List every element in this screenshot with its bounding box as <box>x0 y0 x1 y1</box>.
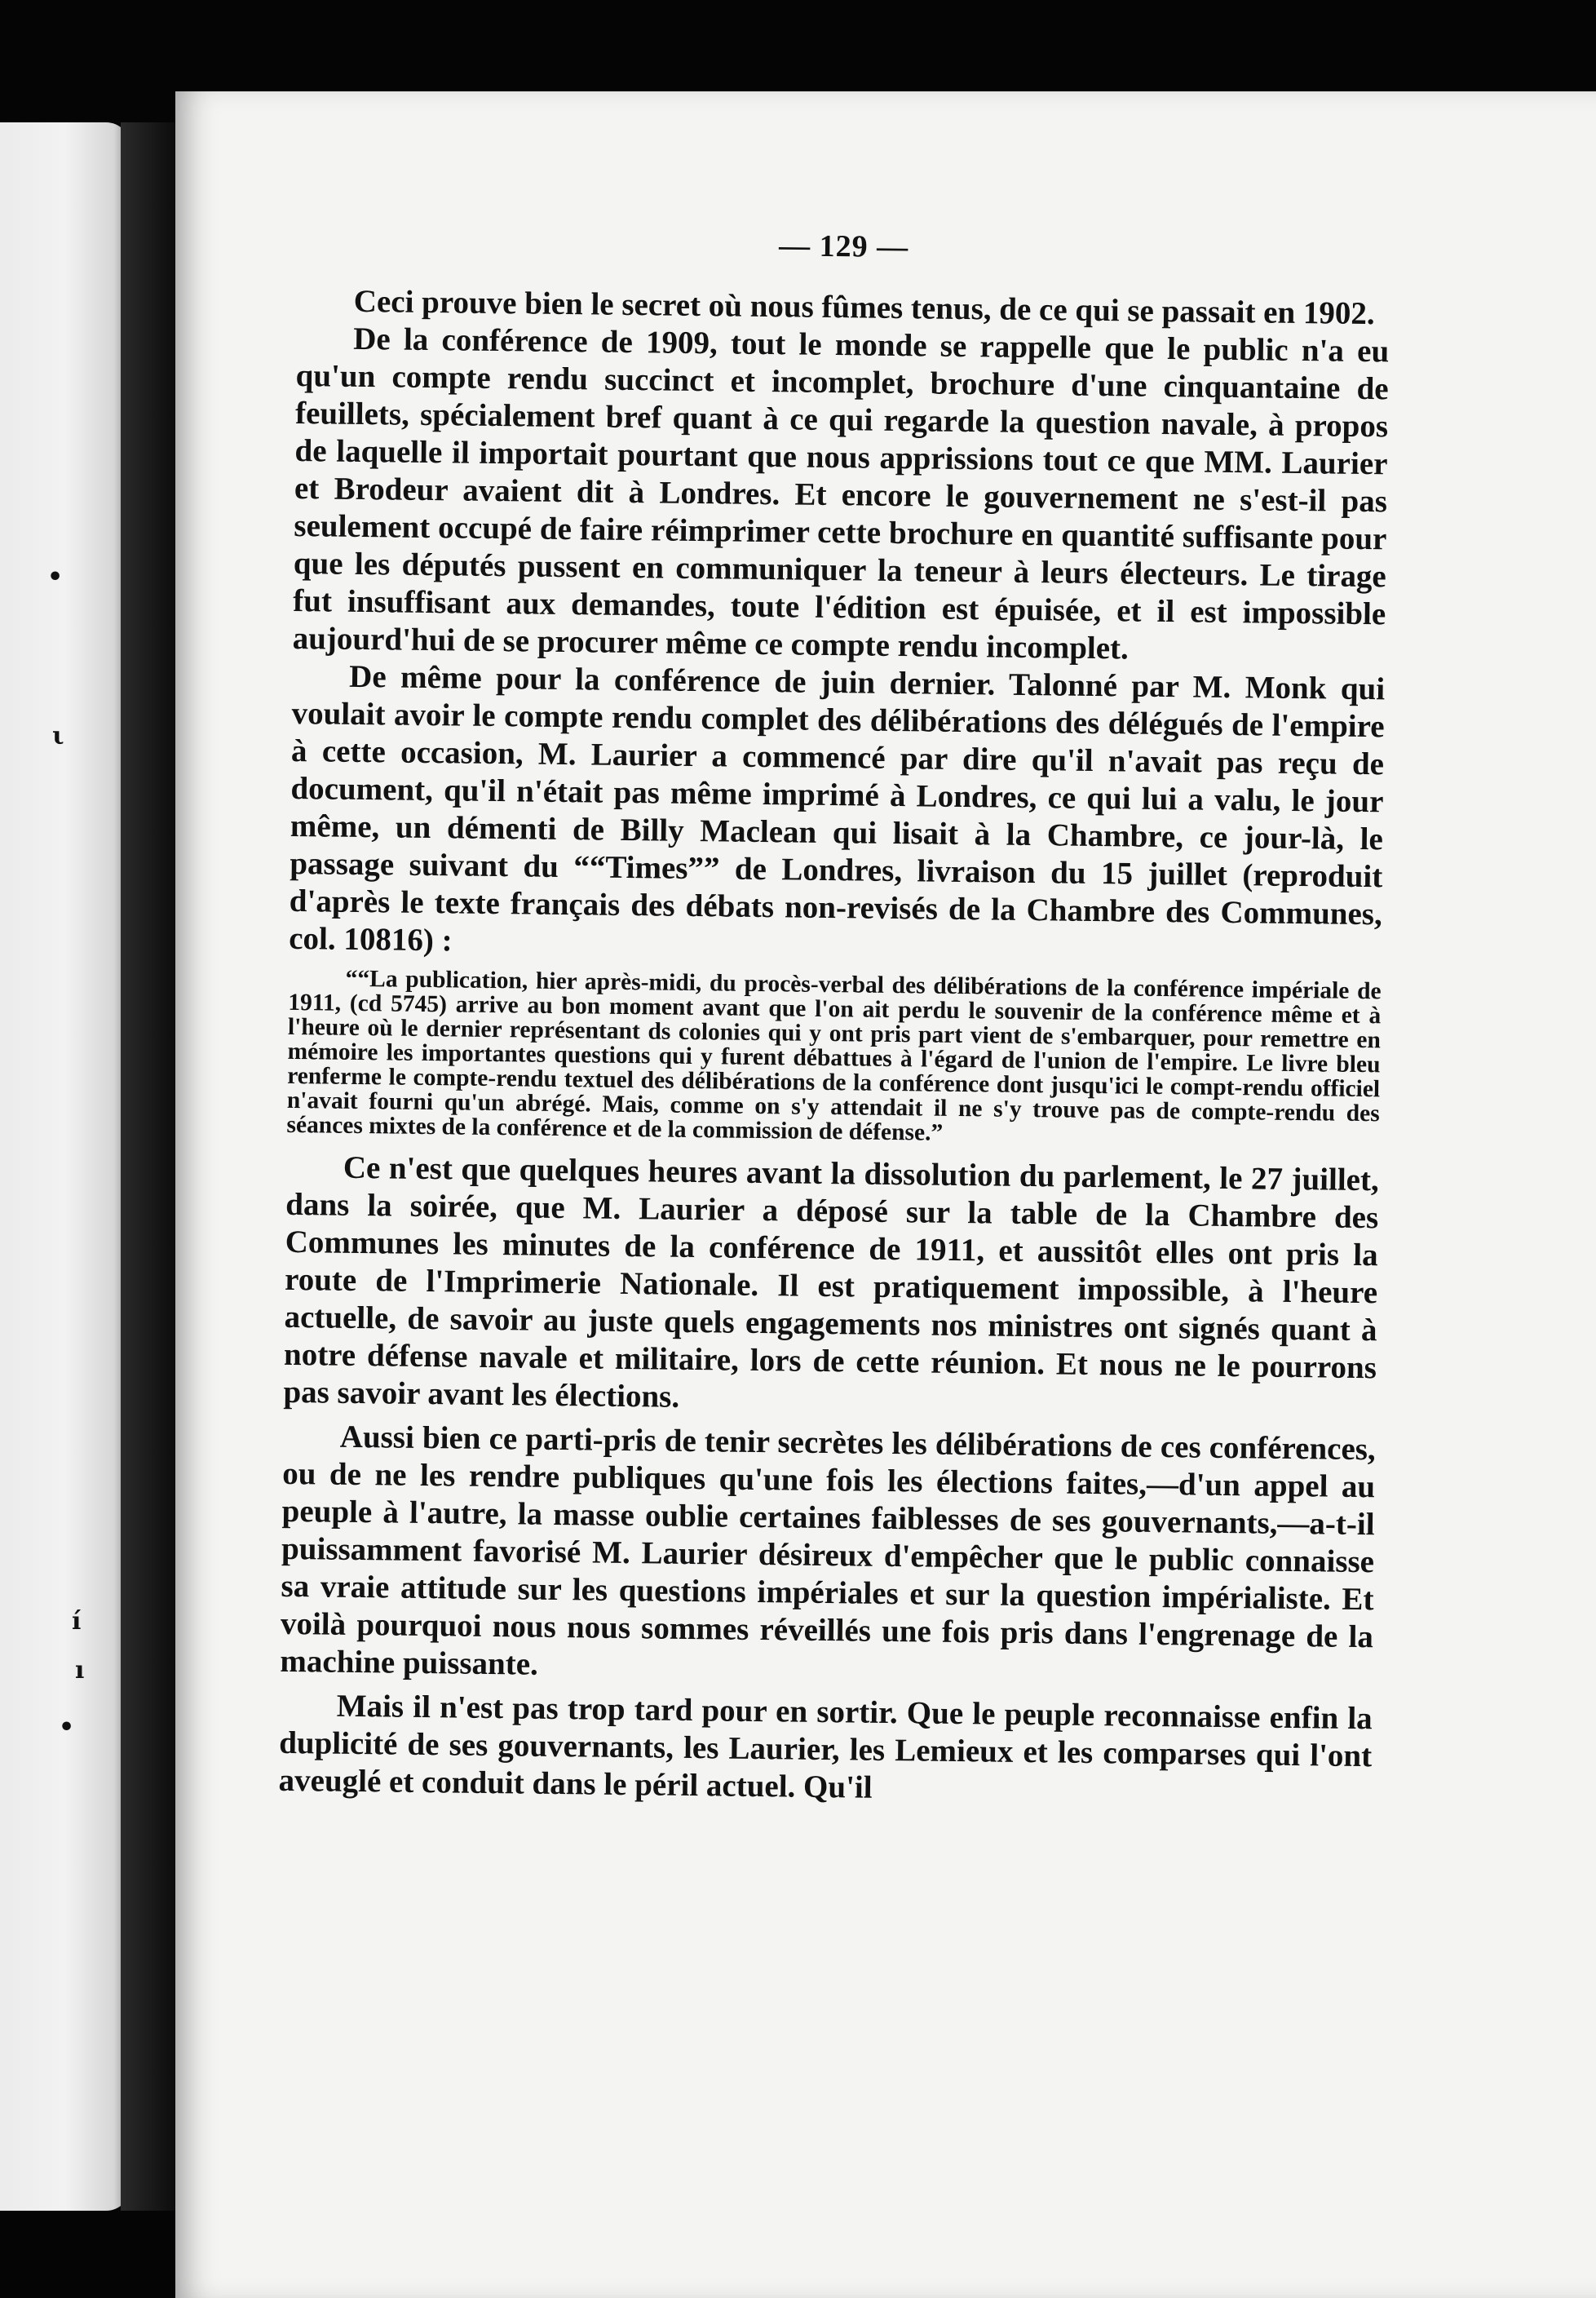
left-page-mark: ι <box>52 722 64 751</box>
left-page-mark: • <box>59 1713 75 1742</box>
page-number: — 129 — <box>778 228 909 265</box>
page-text-block <box>278 222 1390 1813</box>
left-facing-page <box>0 122 130 2211</box>
quoted-passage: ““La publication, hier après-midi, du procès-verbal des délibérations de la conférence impériale de 1911, (cd 5745) arrive au bon moment avant que l'on ait perdu le souvenir de la conférence même et à l'heure où le dernier représentant ds colonies qui y ont pris part vient de s'embarquer, pour remettre en mémoire les importantes questions qui y furent débattues à l'égard de l'union de l'empire. Le livre bleu renferme le compte-rendu textuel des délibérations de la conférence dont jusqu'ici le compt-rendu officiel n'avait fourni qu'un abrégé. Mais, comme on s'y attendait il ne s'y trouve pas de compte-rendu des séances mixtes de la conférence et de la commission de défense.” <box>286 965 1382 1146</box>
paragraph: Ceci prouve bien le secret où nous fûmes tenus, de ce qui se passait en 1902. <box>353 283 1375 332</box>
paragraph: Mais il n'est pas trop tard pour en sortir. Que le peuple reconnaisse enfin la duplicité de ses gouvernants, les Laurier, les Lemieux et les comparses qui l'ont aveuglé et conduit dans le péril actuel. Qu'il <box>278 1688 1373 1805</box>
page-gutter-shadow <box>121 122 178 2211</box>
paragraph: Aussi bien ce parti-pris de tenir secrètes les délibérations de ces conférences, ou de ne les rendre publiques qu'une fois les élections faites,—d'un appel au peuple à l'autre, la masse oublie certaines faiblesses de ses gouvernants,—a-t-il puissamment favorisé M. Laurier désireux d'empêcher que le public connaisse sa vraie attitude sur les questions impériales et sur la question impérialiste. Et voilà pourquoi nous nous sommes réveillés une fois pris dans l'engrenage de la machine puissante. <box>280 1419 1376 1682</box>
paragraph: De la conférence de 1909, tout le monde se rappelle que le public n'a eu qu'un compte rendu succinct et incomplet, brochure d'une cinquantaine de feuillets, spécialement bref quant à ce qui regarde la question navale, à propos de laquelle il importait pourtant que nous apprissions tout ce que MM. Laurier et Brodeur avaient dit à Londres. Et encore le gouvernement ne s'est-il pas seulement occupé de faire réimprimer cette brochure en quantité suffisante pour que les députés pussent en communiquer la teneur à leurs électeurs. Le tirage fut insuffisant aux demandes, toute l'édition est épuisée, et il est impossible aujourd'hui de se procurer même ce compte rendu incomplet. <box>292 321 1390 666</box>
left-page-mark: í <box>72 1607 82 1636</box>
left-page-mark: • <box>47 563 64 591</box>
left-page-mark: ı <box>75 1656 85 1685</box>
book-page <box>175 91 1596 2298</box>
paragraph: Ce n'est que quelques heures avant la dissolution du parlement, le 27 juillet, dans la soirée, que M. Laurier a déposé sur la table de la Chambre des Communes les minutes de la conférence de 1911, et aussitôt elles ont pris la route de l'Imprimerie Nationale. Il est pratiquement impossible, à l'heure actuelle, de savoir au juste quels engagements nos ministres ont signés quant à notre défense navale et militaire, lors de cette réunion. Et nous ne le pourrons pas savoir avant les élections. <box>283 1149 1380 1415</box>
paragraph: De même pour la conférence de juin dernier. Talonné par M. Monk qui voulait avoir le compte rendu complet des délibérations des délégués de l'empire à cette occasion, M. Laurier a commencé par dire qu'il n'avait pas reçu de document, qu'il n'était pas même imprimé à Londres, ce qui lui a valu, le jour même, un démenti de Billy Maclean qui lisait à la Chambre, ce jour-là, le passage suivant du ““Times”” de Londres, livraison du 15 juillet (reproduit d'après le texte français des débats non-revisés de la Chambre des Communes, col. 10816) : <box>289 658 1386 959</box>
